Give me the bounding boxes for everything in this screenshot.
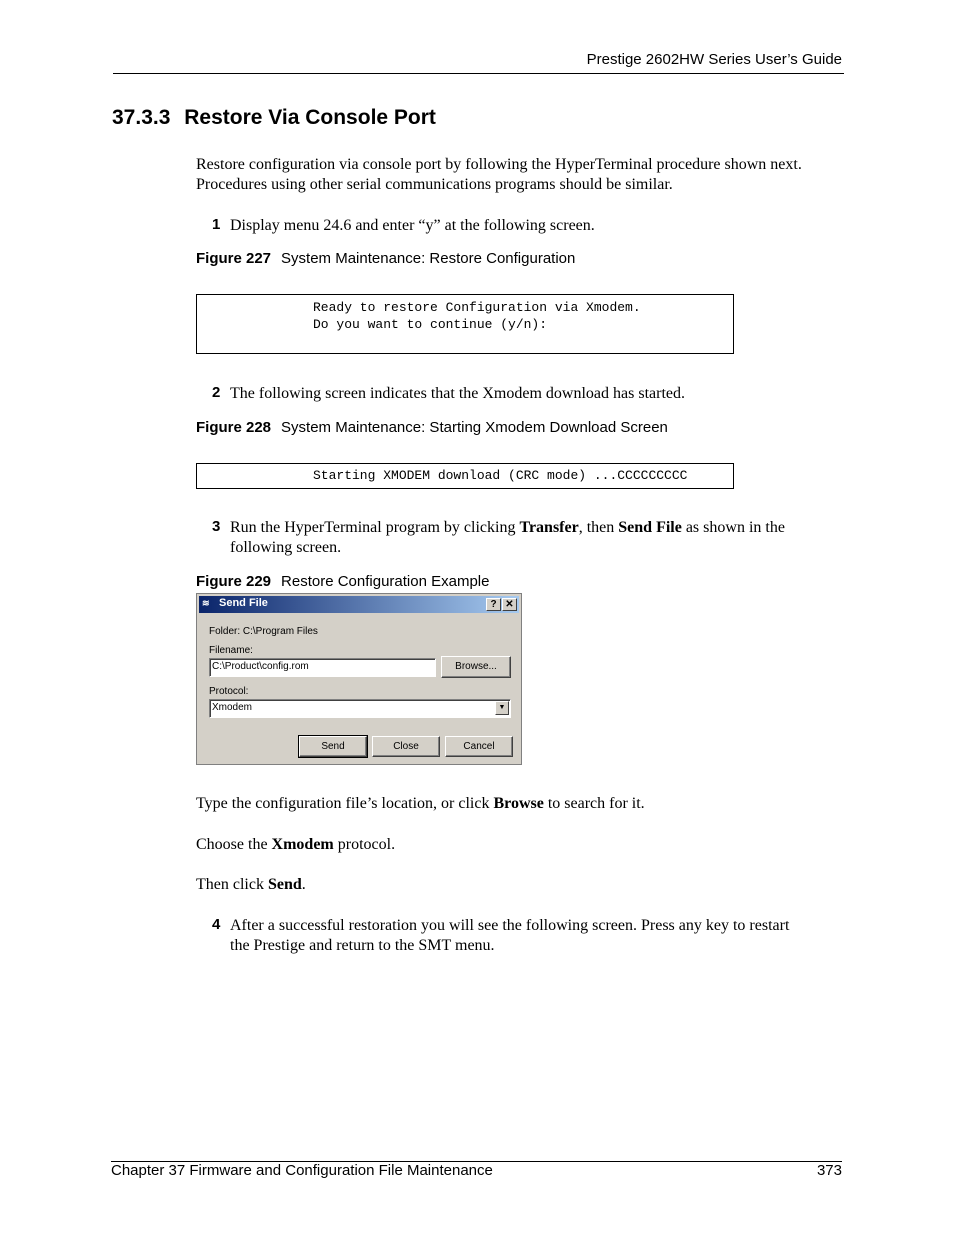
step-4-text: After a successful restoration you will see the following screen. Press any key to restart the Prestige and return to the SMT menu. xyxy=(230,917,790,954)
figure-227-caption xyxy=(196,250,575,267)
protocol-select[interactable] xyxy=(209,699,511,718)
figure-227-title: System Maintenance: Restore Configuration xyxy=(281,250,576,267)
send-button[interactable]: Send xyxy=(299,736,367,757)
step-4-number: 4 xyxy=(212,916,221,933)
figure-229-caption xyxy=(196,573,489,590)
browse-term: Browse xyxy=(493,795,544,812)
xmodem-term: Xmodem xyxy=(271,836,334,853)
xmodem-download-console xyxy=(196,463,734,489)
step-3-text: Run the HyperTerminal program by clicking Transfer, then Send File as shown in the following screen. xyxy=(230,519,785,556)
figure-227-label: Figure 227 xyxy=(196,250,272,267)
help-icon[interactable]: ? xyxy=(486,598,501,611)
cancel-button[interactable]: Cancel xyxy=(445,736,513,757)
hyperterminal-icon: ≋ xyxy=(202,598,210,608)
section-title xyxy=(112,106,436,130)
protocol-label: Protocol: xyxy=(209,686,249,697)
filename-label: Filename: xyxy=(209,645,253,656)
send-term: Send xyxy=(267,876,302,893)
step-1-number: 1 xyxy=(212,216,221,233)
console-line-2: Do you want to continue (y/n): xyxy=(313,317,548,332)
filename-input[interactable]: C:\Product\config.rom xyxy=(209,658,436,677)
send-file-dialog xyxy=(196,593,522,765)
restore-config-console xyxy=(196,294,734,354)
send-file-term: Send File xyxy=(618,519,682,536)
dialog-titlebar[interactable] xyxy=(199,596,519,613)
header-rule xyxy=(113,73,844,74)
browse-button[interactable]: Browse... xyxy=(441,656,511,678)
step-2-text: The following screen indicates that the Xmodem download has started. xyxy=(230,385,685,402)
close-icon[interactable]: ✕ xyxy=(502,598,517,611)
console-line-1: Ready to restore Configuration via Xmodem. xyxy=(313,300,641,315)
dialog-title: Send File xyxy=(219,597,268,609)
footer-chapter: Chapter 37 Firmware and Configuration File Maintenance xyxy=(111,1162,493,1179)
step-3-number: 3 xyxy=(212,518,221,535)
protocol-selected-value: Xmodem xyxy=(212,702,253,713)
send-instruction: Then click Send. xyxy=(196,876,306,893)
figure-228-label: Figure 228 xyxy=(196,419,272,436)
intro-line-1: Restore configuration via console port by following the HyperTerminal procedure shown next. xyxy=(196,156,802,173)
figure-228-title: System Maintenance: Starting Xmodem Download Screen xyxy=(281,419,668,436)
console-download-line: Starting XMODEM download (CRC mode) ...CCCCCCCCC xyxy=(313,468,688,483)
section-title-text: Restore Via Console Port xyxy=(184,106,436,129)
running-header: Prestige 2602HW Series User’s Guide xyxy=(586,51,842,68)
folder-label: Folder: C:\Program Files xyxy=(209,626,318,637)
browse-instruction: Type the configuration file’s location, or click Browse to search for it. xyxy=(196,795,645,812)
protocol-instruction: Choose the Xmodem protocol. xyxy=(196,836,396,853)
page-number: 373 xyxy=(816,1162,842,1179)
intro-paragraph xyxy=(196,155,802,195)
figure-228-caption xyxy=(196,419,668,436)
step-1-text: Display menu 24.6 and enter “y” at the following screen. xyxy=(230,217,595,234)
section-number: 37.3.3 xyxy=(112,106,171,129)
close-button[interactable]: Close xyxy=(372,736,440,757)
transfer-term: Transfer xyxy=(519,519,579,536)
intro-line-2: Procedures using other serial communications programs should be similar. xyxy=(196,176,673,193)
step-2-number: 2 xyxy=(212,384,221,401)
chevron-down-icon[interactable]: ▼ xyxy=(495,701,509,715)
figure-229-label: Figure 229 xyxy=(196,573,272,590)
figure-229-title: Restore Configuration Example xyxy=(281,573,490,590)
